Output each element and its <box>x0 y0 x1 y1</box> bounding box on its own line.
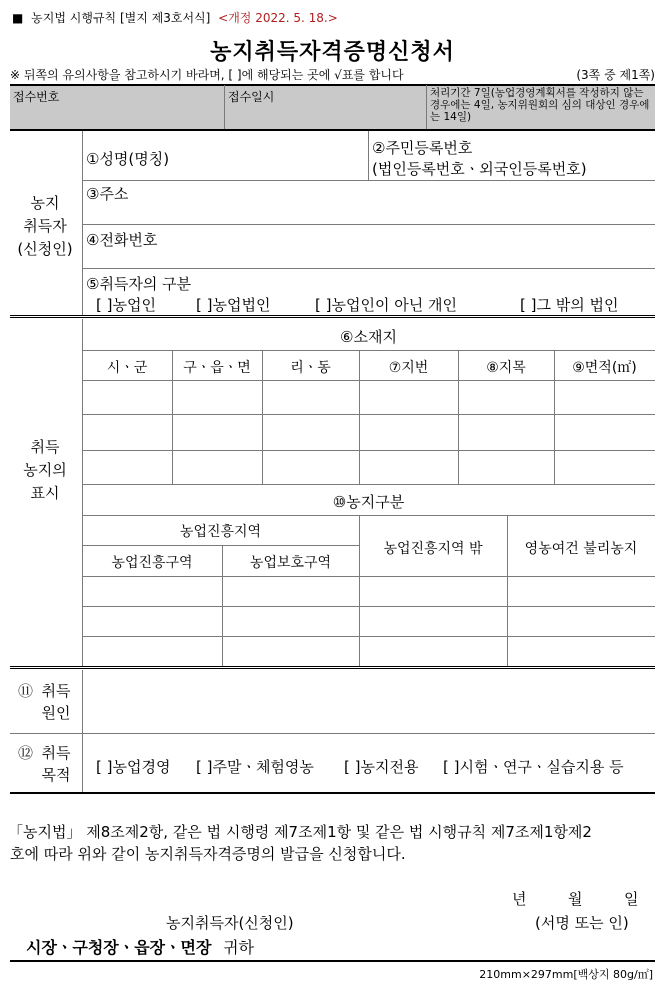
purpose-label-2: 목적 <box>41 766 71 784</box>
promotion-zone-header: 농업진흥구역 <box>111 555 193 571</box>
purpose-weekend-checkbox[interactable]: [ ]주말ㆍ체험영농 <box>196 758 314 776</box>
law-reference: 농지법 시행규칙 [별지 제3호서식] <box>31 11 211 25</box>
land-label-3: 표시 <box>30 484 60 502</box>
col-land-category: ⑧지목 <box>486 360 526 376</box>
col-city: 시ㆍ군 <box>106 360 148 376</box>
page-number: (3쪽 중 제1쪽) <box>576 68 655 82</box>
revision-date: <개정 2022. 5. 18.> <box>218 11 338 25</box>
outside-area-header: 농업진흥지역 밖 <box>383 541 483 557</box>
applicant-section-label <box>10 192 80 261</box>
name-field-label[interactable]: ①성명(명칭) <box>86 150 170 168</box>
purpose-number: ⑫ <box>18 744 34 762</box>
promotion-area-header: 농업진흥지역 <box>179 524 262 540</box>
date-day: 일 <box>624 890 639 908</box>
land-label-2: 농지의 <box>23 461 67 479</box>
form-header <box>12 9 338 26</box>
receipt-date-label: 접수일시 <box>228 90 275 104</box>
type-other-corp-checkbox[interactable]: [ ]그 밖의 법인 <box>520 296 619 314</box>
location-header: ⑥소재지 <box>340 328 397 346</box>
phone-field-label[interactable]: ④전화번호 <box>86 231 158 249</box>
signature-field[interactable]: (서명 또는 인) <box>535 914 629 932</box>
applicant-signature-label: 농지취득자(신청인) <box>166 914 294 932</box>
disadvantaged-header: 영농여건 불리농지 <box>524 541 638 557</box>
purpose-label <box>34 742 78 786</box>
purpose-conversion-checkbox[interactable]: [ ]농지전용 <box>344 758 419 776</box>
receipt-number-label: 접수번호 <box>13 90 60 104</box>
cause-label-1: 취득 <box>41 682 71 700</box>
reg-number-alt-label: (법인등록번호ㆍ외국인등록번호) <box>372 160 587 178</box>
cause-number: ⑪ <box>18 682 34 700</box>
addressee <box>26 935 254 958</box>
land-category-header: ⑩농지구분 <box>332 493 405 511</box>
protection-zone-header: 농업보호구역 <box>249 555 332 571</box>
paper-spec: 210mm×297mm[백상지 80g/㎡] <box>479 968 653 981</box>
purpose-farming-checkbox[interactable]: [ ]농업경영 <box>96 758 171 776</box>
statement-line-2: 호에 따라 위와 같이 농지취득자격증명의 발급을 신청합니다. <box>10 845 406 863</box>
applicant-label-3: (신청인) <box>17 240 73 258</box>
processing-period: 처리기간 7일(농업경영계획서를 작성하지 않는 경우에는 4일, 농지위원회의 심의 대상인 경우에는 14일) <box>430 87 650 123</box>
col-district: 구ㆍ읍ㆍ면 <box>183 360 251 376</box>
cause-label-2: 원인 <box>41 704 71 722</box>
type-farmer-checkbox[interactable]: [ ]농업인 <box>96 296 156 314</box>
date-year: 년 <box>512 890 527 908</box>
addressee-office: 시장ㆍ구청장ㆍ읍장ㆍ면장 <box>26 938 212 957</box>
notice-text: ※ 뒤쪽의 유의사항을 참고하시기 바라며, [ ]에 해당되는 곳에 √표를 합니다 <box>10 68 404 82</box>
type-farm-corp-checkbox[interactable]: [ ]농업법인 <box>196 296 271 314</box>
land-label-1: 취득 <box>30 438 60 456</box>
purpose-research-checkbox[interactable]: [ ]시험ㆍ연구ㆍ실습지용 등 <box>443 758 624 776</box>
addressee-honorific: 귀하 <box>223 938 254 957</box>
col-area: ⑨면적(㎡) <box>572 360 637 376</box>
cause-input-area[interactable] <box>84 672 654 732</box>
address-field-label[interactable]: ③주소 <box>86 185 129 203</box>
type-non-farmer-checkbox[interactable]: [ ]농업인이 아닌 개인 <box>315 296 457 314</box>
col-lot-number: ⑦지번 <box>388 360 429 376</box>
form-title: 농지취득자격증명신청서 <box>210 40 455 65</box>
land-section-label <box>10 436 80 505</box>
purpose-label-1: 취득 <box>41 744 71 762</box>
applicant-type-label: ⑤취득자의 구분 <box>86 275 192 293</box>
reg-number-label[interactable]: ②주민등록번호 <box>372 139 473 157</box>
col-village: 리ㆍ동 <box>290 360 331 376</box>
cause-label <box>34 680 78 724</box>
applicant-label-1: 농지 <box>30 194 60 212</box>
header-marker: ■ <box>12 11 24 25</box>
date-month: 월 <box>568 890 583 908</box>
applicant-label-2: 취득자 <box>23 217 67 235</box>
statement-line-1: 「농지법」 제8조제2항, 같은 법 시행령 제7조제1항 및 같은 법 시행규칙 제7조제1항제2 <box>8 823 592 841</box>
